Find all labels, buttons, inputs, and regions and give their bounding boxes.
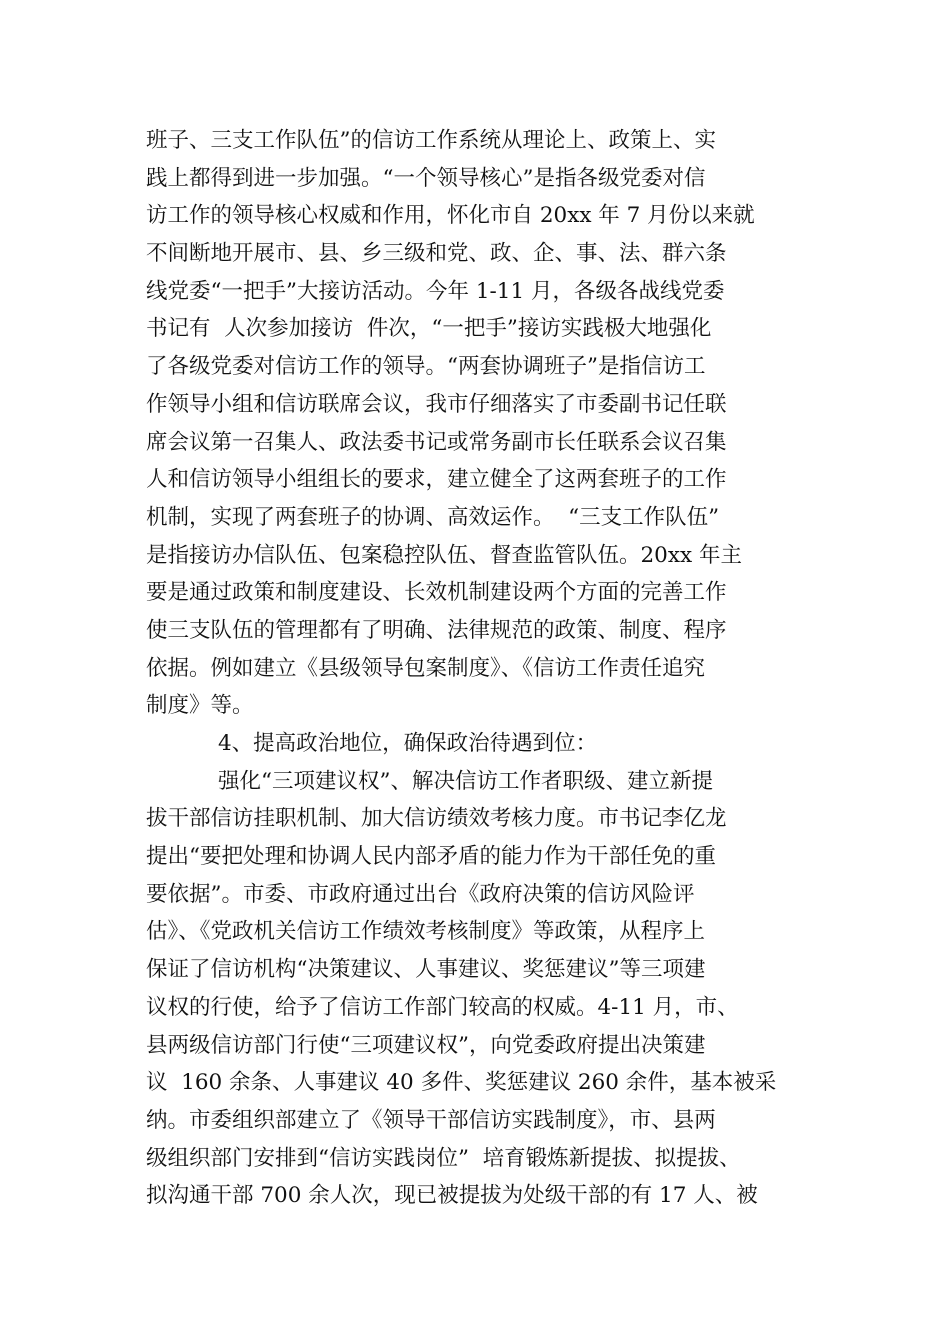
text-line: 拟沟通干部 700 余人次，现已被提拔为处级干部的有 17 人、被 — [146, 1183, 758, 1209]
text-line: 作领导小组和信访联席会议，我市仔细落实了市委副书记任联 — [146, 391, 727, 417]
text-line: 要依据”。市委、市政府通过出台《政府决策的信访风险评 — [146, 881, 695, 907]
text-line: 线党委“一把手”大接访活动。今年 1-11 月，各级各战线党委 — [146, 278, 725, 304]
text-line: 人和信访领导小组组长的要求，建立健全了这两套班子的工作 — [146, 467, 727, 493]
text-line: 依据。例如建立《县级领导包案制度》、《信访工作责任追究 — [146, 655, 706, 681]
text-line: 制度》等。 — [146, 693, 254, 719]
text-line: 践上都得到进一步加强。“一个领导核心”是指各级党委对信 — [146, 165, 706, 191]
text-line: 县两级信访部门行使“三项建议权”，向党委政府提出决策建 — [146, 1032, 706, 1058]
text-line: 提出“要把处理和协调人民内部矛盾的能力作为干部任免的重 — [146, 844, 716, 870]
text-line: 了各级党委对信访工作的领导。“两套协调班子”是指信访工 — [146, 354, 706, 380]
text-line: 议权的行使，给予了信访工作部门较高的权威。4-11 月，市、 — [146, 994, 739, 1020]
text-line: 不间断地开展市、县、乡三级和党、政、企、事、法、群六条 — [146, 241, 727, 267]
text-line: 保证了信访机构“决策建议、人事建议、奖惩建议”等三项建 — [146, 957, 706, 983]
text-line: 访工作的领导核心权威和作用，怀化市自 20xx 年 7 月份以来就 — [146, 203, 755, 229]
text-line: 书记有 人次参加接访 件次，“一把手”接访实践极大地强化 — [146, 316, 712, 342]
text-line: 是指接访办信队伍、包案稳控队伍、督查监管队伍。20xx 年主 — [146, 542, 742, 568]
text-line: 议 160 余条、人事建议 40 多件、奖惩建议 260 余件，基本被采 — [146, 1070, 777, 1096]
text-line: 席会议第一召集人、政法委书记或常务副市长任联系会议召集 — [146, 429, 727, 455]
text-line: 纳。市委组织部建立了《领导干部信访实践制度》，市、县两 — [146, 1107, 716, 1133]
text-line: 强化“三项建议权”、解决信访工作者职级、建立新提 — [218, 768, 713, 794]
text-line: 要是通过政策和制度建设、长效机制建设两个方面的完善工作 — [146, 580, 727, 606]
text-line: 班子、三支工作队伍”的信访工作系统从理论上、政策上、实 — [146, 128, 716, 153]
text-line: 使三支队伍的管理都有了明确、法律规范的政策、制度、程序 — [146, 617, 727, 643]
body-text — [146, 122, 816, 1215]
text-line: 估》、《党政机关信访工作绩效考核制度》等政策，从程序上 — [146, 919, 706, 945]
text-line: 机制，实现了两套班子的协调、高效运作。 “三支工作队伍” — [146, 504, 720, 530]
text-line: 拔干部信访挂职机制、加大信访绩效考核力度。市书记李亿龙 — [146, 806, 727, 832]
text-line: 级组织部门安排到“信访实践岗位” 培育锻炼新提拔、拟提拔、 — [146, 1145, 741, 1171]
text-line: 4、提高政治地位，确保政治待遇到位： — [218, 731, 598, 756]
